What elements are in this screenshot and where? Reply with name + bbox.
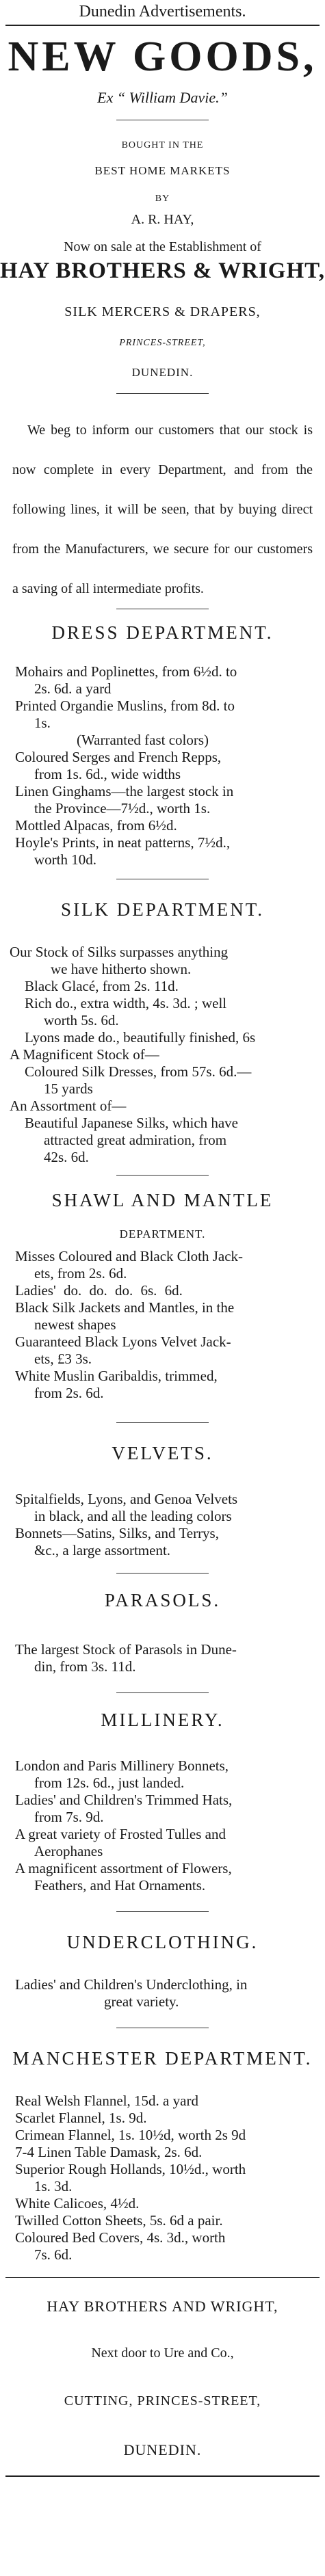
list-item: Ladies' do. do. do. 6s. 6d. — [15, 1282, 183, 1299]
list-item: 7s. 6d. — [34, 2246, 73, 2263]
merchant-name: A. R. HAY, — [131, 212, 194, 227]
divider — [116, 1175, 209, 1176]
parasols-heading: PARASOLS. — [104, 1590, 221, 1610]
list-item: 2s. 6d. a yard — [34, 680, 112, 697]
intro-paragraph: We beg to inform our customers that our stock is now complete in every Department, and from the following lines, it will be seen, that by buying direct from the Manufacturers, we secure for our customers a saving of all intermediate profits. — [12, 423, 313, 596]
list-item: Our Stock of Silks surpasses anything — [10, 944, 229, 960]
list-item: 42s. 6d. — [44, 1149, 89, 1165]
shawl-heading: SHAWL AND MANTLE — [51, 1190, 274, 1210]
list-item: Printed Organdie Muslins, from 8d. to — [15, 698, 235, 714]
establishment-line: Now on sale at the Establishment of — [64, 239, 261, 254]
markets-line: BEST HOME MARKETS — [94, 164, 231, 177]
city-line: DUNEDIN. — [131, 366, 194, 379]
list-item: from 12s. 6d., just landed. — [34, 1775, 185, 1791]
list-item: The largest Stock of Parasols in Dune- — [15, 1641, 237, 1658]
list-item: White Muslin Garibaldis, trimmed, — [15, 1368, 218, 1384]
silk-list — [10, 944, 317, 1166]
trade-line: SILK MERCERS & DRAPERS, — [64, 304, 261, 319]
list-item: ets, £3 3s. — [34, 1351, 92, 1367]
list-item: Lyons made do., beautifully finished, 6s — [25, 1029, 256, 1046]
list-item: great variety. — [104, 1993, 179, 2010]
list-item: Spitalfields, Lyons, and Genoa Velvets — [15, 1491, 238, 1507]
list-item: Coloured Serges and French Repps, — [15, 749, 222, 765]
underclothing-list — [15, 1976, 316, 2010]
divider — [116, 1911, 209, 1912]
list-item: Twilled Cotton Sheets, 5s. 6d a pair. — [15, 2212, 223, 2229]
divider — [116, 1573, 209, 1574]
footer-rule — [5, 2277, 320, 2278]
list-item: from 1s. 6d., wide widths — [34, 766, 181, 782]
parasols-list — [15, 1641, 316, 1675]
dress-list — [15, 663, 316, 868]
list-item: White Calicoes, 4½d. — [15, 2195, 140, 2212]
list-item: A magnificent assortment of Flowers, — [15, 1860, 232, 1876]
silk-heading: SILK DEPARTMENT. — [61, 899, 264, 920]
list-item: 1s. 3d. — [34, 2178, 73, 2194]
list-item: Guaranteed Black Lyons Velvet Jack- — [15, 1333, 231, 1350]
top-rule — [5, 25, 320, 26]
list-item: 15 yards — [44, 1080, 93, 1097]
list-item: Coloured Silk Dresses, from 57s. 6d.— — [25, 1063, 252, 1080]
list-item: the Province—7½d., worth 1s. — [34, 800, 211, 816]
list-item: 7-4 Linen Table Damask, 2s. 6d. — [15, 2144, 203, 2160]
list-item: from 7s. 9d. — [34, 1809, 104, 1825]
ship-line: Ex “ William Davie.” — [97, 89, 228, 106]
footer-next-door: Next door to Ure and Co., — [91, 2346, 234, 2361]
list-item: An Assortment of— — [10, 1098, 127, 1114]
list-item: ets, from 2s. 6d. — [34, 1265, 127, 1282]
list-item: from 2s. 6d. — [34, 1385, 104, 1401]
list-item: Beautiful Japanese Silks, which have — [25, 1115, 239, 1131]
footer-address: CUTTING, PRINCES-STREET, — [64, 2393, 261, 2408]
shawl-subheading: DEPARTMENT. — [119, 1227, 206, 1240]
footer-city: DUNEDIN. — [123, 2441, 202, 2458]
firm-name: HAY BROTHERS & WRIGHT, — [0, 258, 325, 283]
shawl-list — [15, 1248, 316, 1402]
underclothing-heading: UNDERCLOTHING. — [66, 1932, 259, 1952]
list-item: worth 10d. — [34, 851, 96, 868]
list-item: Bonnets—Satins, Silks, and Terrys, — [15, 1525, 219, 1541]
list-item: (Warranted fast colors) — [77, 732, 209, 748]
bottom-rule — [5, 2475, 320, 2477]
list-item: newest shapes — [34, 1316, 116, 1333]
list-item: Black Silk Jackets and Mantles, in the — [15, 1299, 235, 1316]
list-item: Linen Ginghams—the largest stock in — [15, 783, 234, 799]
list-item: worth 5s. 6d. — [44, 1012, 119, 1028]
list-item: 1s. — [34, 715, 51, 731]
bought-line: BOUGHT IN THE — [121, 140, 204, 150]
divider — [116, 1422, 209, 1423]
list-item: Coloured Bed Covers, 4s. 3d., worth — [15, 2229, 226, 2246]
dress-heading: DRESS DEPARTMENT. — [51, 622, 274, 643]
divider — [116, 393, 209, 394]
list-item: Hoyle's Prints, in neat patterns, 7½d., — [15, 834, 231, 851]
list-item: Misses Coloured and Black Cloth Jack- — [15, 1248, 244, 1264]
list-item: &c., a large assortment. — [34, 1542, 171, 1558]
list-item: Ladies' and Children's Trimmed Hats, — [15, 1792, 233, 1808]
list-item: Mohairs and Poplinettes, from 6½d. to — [15, 663, 237, 680]
headline: NEW GOODS, — [8, 34, 317, 80]
list-item: A Magnificent Stock of— — [10, 1046, 159, 1063]
by-line: BY — [155, 194, 170, 204]
list-item: London and Paris Millinery Bonnets, — [15, 1757, 229, 1774]
list-item: Ladies' and Children's Underclothing, in — [15, 1976, 248, 1993]
list-item: A great variety of Frosted Tulles and — [15, 1826, 226, 1842]
manchester-heading: MANCHESTER DEPARTMENT. — [12, 2048, 313, 2069]
footer-firm: HAY BROTHERS AND WRIGHT, — [47, 2298, 278, 2315]
velvets-heading: VELVETS. — [112, 1443, 213, 1463]
millinery-list — [15, 1757, 316, 1894]
list-item: Black Glacé, from 2s. 11d. — [25, 978, 179, 994]
list-item: Crimean Flannel, 1s. 10½d, worth 2s 9d — [15, 2127, 246, 2143]
list-item: din, from 3s. 11d. — [34, 1658, 136, 1675]
running-head: Dunedin Advertisements. — [79, 3, 246, 21]
millinery-heading: MILLINERY. — [101, 1710, 224, 1730]
list-item: Rich do., extra width, 4s. 3d. ; well — [25, 995, 227, 1011]
velvets-list — [15, 1491, 316, 1559]
list-item: Aerophanes — [34, 1843, 103, 1859]
divider — [116, 1692, 209, 1693]
list-item: Mottled Alpacas, from 6½d. — [15, 817, 177, 834]
list-item: we have hitherto shown. — [51, 961, 192, 977]
list-item: attracted great admiration, from — [44, 1132, 227, 1148]
list-item: Real Welsh Flannel, 15d. a yard — [15, 2093, 198, 2109]
list-item: in black, and all the leading colors — [34, 1508, 232, 1524]
list-item: Scarlet Flannel, 1s. 9d. — [15, 2110, 147, 2126]
street-line: PRINCES-STREET, — [119, 338, 206, 348]
manchester-list — [15, 2093, 316, 2263]
list-item: Superior Rough Hollands, 10½d., worth — [15, 2161, 246, 2177]
list-item: Feathers, and Hat Ornaments. — [34, 1877, 206, 1894]
